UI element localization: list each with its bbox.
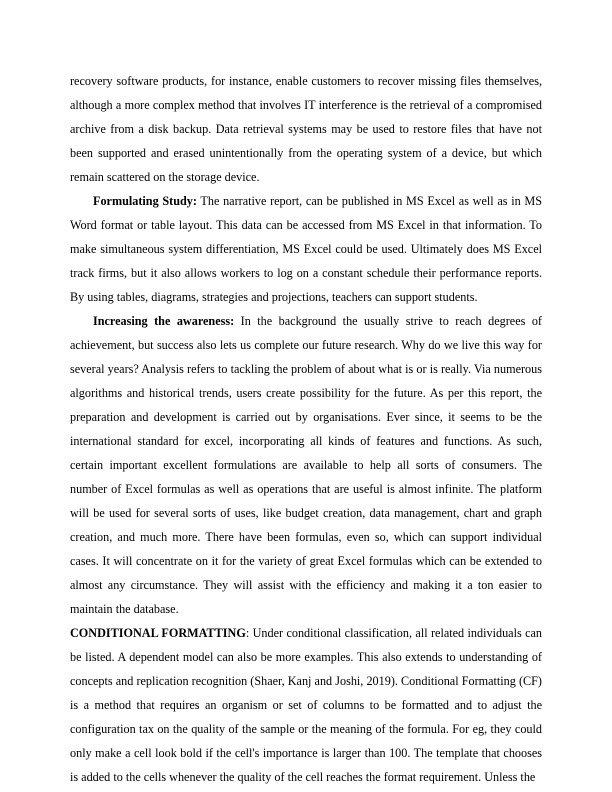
body-text-column <box>70 69 542 789</box>
paragraph-increasing-awareness <box>70 309 542 621</box>
paragraph-lead-in: Formulating Study: <box>93 194 197 208</box>
paragraph-text: The narrative report, can be published in MS Excel as well as in MS Word format or table layout. This data can be accessed from MS Excel in that information. To make simultaneous system differentiation, MS Excel could be used. Ultimately does MS Excel track firms, but it also allows workers to log on a constant schedule their performance reports. By using tables, diagrams, strategies and projections, teachers can support students. <box>70 194 542 304</box>
section-heading-conditional-formatting: CONDITIONAL FORMATTING <box>70 626 246 640</box>
paragraph-lead-in: Increasing the awareness: <box>93 314 235 328</box>
paragraph-conditional-formatting <box>70 621 542 789</box>
paragraph-text: recovery software products, for instance, enable customers to recover missing files themselves, although a more complex method that involves IT interference is the retrieval of a compromised archive from a disk backup. Data retrieval systems may be used to restore files that have not been supported and erased unintentionally from the operating system of a device, but which remain scattered on the storage device. <box>70 74 542 184</box>
paragraph-text: : Under conditional classification, all related individuals can be listed. A dependent model can also be more examples. This also extends to understanding of concepts and replication recognition (Shaer, Kanj and Joshi, 2019). Conditional Formatting (CF) is a method that requires an organism or set of columns to be formatted and to adjust the configuration tax on the quality of the sample or the meaning of the formula. For eg, they could only make a cell look bold if the cell's importance is larger than 100. The template that chooses is added to the cells whenever the quality of the cell reaches the format requirement. Unless the <box>70 626 542 784</box>
paragraph-formulating-study <box>70 189 542 309</box>
paragraph-recovery-software <box>70 69 542 189</box>
paragraph-text: In the background the usually strive to reach degrees of achievement, but success also lets us complete our future research. Why do we live this way for several years? Analysis refers to tackling the problem of about what is or is really. Via numerous algorithms and historical trends, users create possibility for the future. As per this report, the preparation and development is carried out by organisations. Ever since, it seems to be the international standard for excel, incorporating all kinds of features and functions. As such, certain important excellent formulations are available to help all sorts of consumers. The number of Excel formulas as well as operations that are useful is almost infinite. The platform will be used for several sorts of uses, like budget creation, data management, chart and graph creation, and much more. There have been formulas, even so, which can support individual cases. It will concentrate on it for the variety of great Excel formulas which can be extended to almost any circumstance. They will assist with the efficiency and making it a ton easier to maintain the database. <box>70 314 542 616</box>
